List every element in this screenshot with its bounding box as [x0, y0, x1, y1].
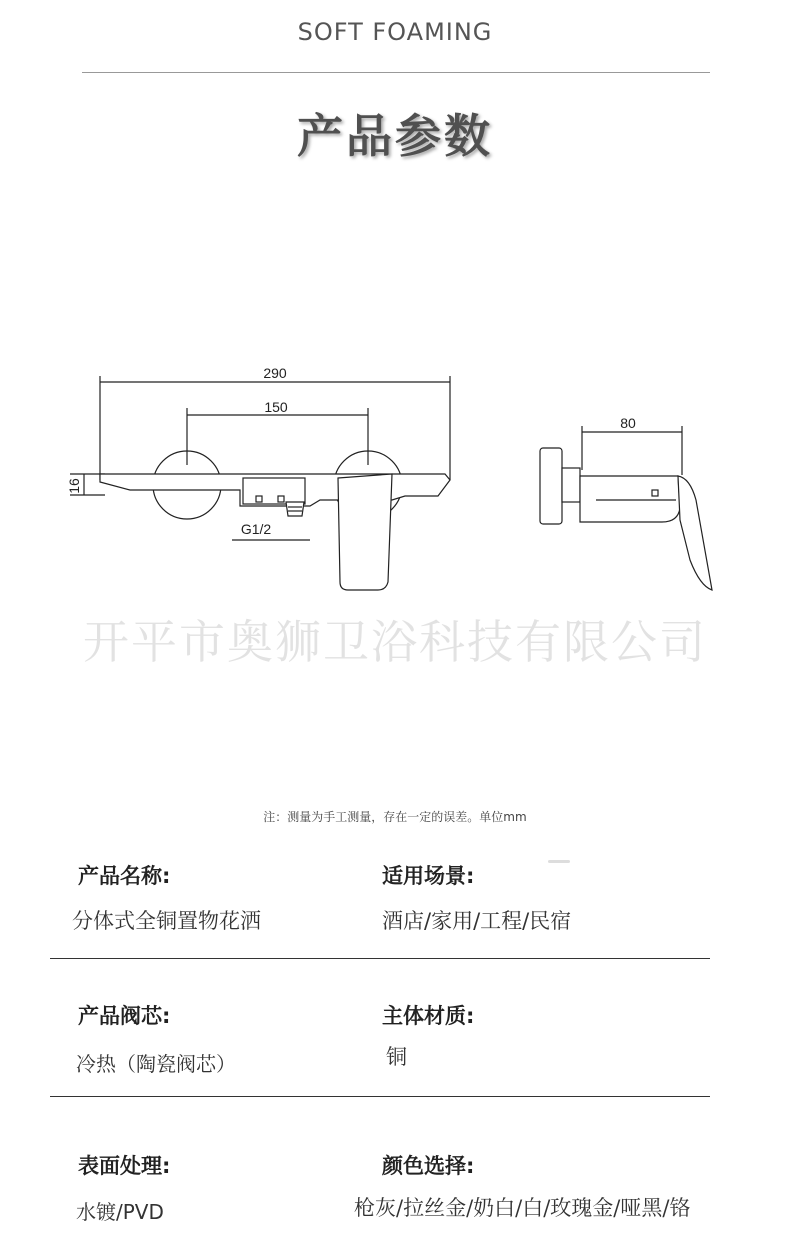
spec-label-product-name: 产品名称:	[78, 864, 171, 888]
spec-value-valve-core: 冷热（陶瓷阀芯）	[76, 1052, 236, 1076]
spec-value-product-name: 分体式全铜置物花洒	[72, 909, 261, 933]
spec-value-colors: 枪灰/拉丝金/奶白/白/玫瑰金/哑黑/铬	[354, 1196, 691, 1220]
dimension-drawing	[0, 350, 790, 610]
spec-label-scenario: 适用场景:	[382, 864, 475, 888]
side-handle	[678, 476, 712, 590]
faint-mark	[548, 860, 570, 863]
dim-label-overall: 290	[263, 365, 287, 381]
spec-label-colors: 颜色选择:	[382, 1154, 475, 1178]
faucet-handle	[338, 474, 392, 590]
spec-label-valve-core: 产品阀芯:	[78, 1004, 171, 1028]
spec-value-surface: 水镀/PVD	[76, 1200, 164, 1224]
brand-name: SOFT FOAMING	[297, 18, 493, 46]
dim-label-center: 150	[264, 399, 288, 415]
spec-value-scenario: 酒店/家用/工程/民宿	[382, 909, 572, 933]
dim-label-height: 16	[66, 478, 82, 494]
side-escutcheon	[540, 448, 562, 524]
spec-value-material: 铜	[386, 1045, 407, 1069]
spec-label-material: 主体材质:	[382, 1004, 475, 1028]
spec-divider	[50, 1096, 710, 1097]
spec-divider	[50, 958, 710, 959]
header-divider	[82, 72, 710, 73]
measurement-note: 注：测量为手工测量，存在一定的误差。单位mm	[263, 810, 527, 824]
page-title: 产品参数	[297, 109, 493, 163]
side-body	[580, 476, 680, 522]
company-watermark: 开平市奥狮卫浴科技有限公司	[83, 615, 707, 669]
dim-label-thread: G1/2	[240, 521, 272, 537]
dim-label-depth: 80	[620, 415, 636, 431]
spec-label-surface: 表面处理:	[78, 1154, 171, 1178]
